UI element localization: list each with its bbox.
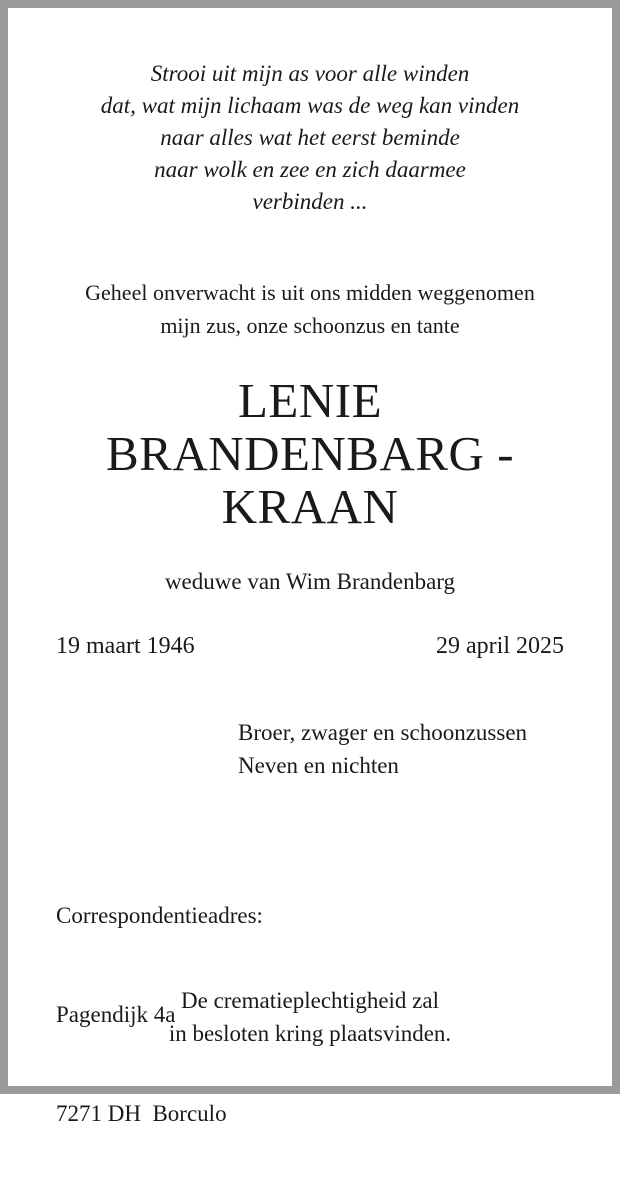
- poem-line: dat, wat mijn lichaam was de weg kan vinden: [100, 93, 520, 118]
- death-date: 29 april 2025: [436, 633, 564, 659]
- address-label: Correspondentieadres:: [56, 903, 263, 928]
- poem: [8, 58, 612, 218]
- announcement-text: [8, 276, 612, 342]
- ceremony-line: De crematieplechtigheid zal: [181, 988, 439, 1013]
- poem-line: verbinden ...: [252, 189, 368, 214]
- poem-line: naar alles wat het eerst beminde: [160, 125, 460, 150]
- family-line: Neven en nichten: [238, 753, 399, 778]
- deceased-name: [8, 374, 612, 533]
- deceased-name-line: KRAAN: [221, 479, 399, 534]
- family-line: Broer, zwager en schoonzussen: [238, 720, 528, 745]
- poem-line: Strooi uit mijn as voor alle winden: [150, 61, 470, 86]
- family-signatories: [238, 716, 527, 782]
- address-street: Pagendijk 4a: [56, 1002, 176, 1027]
- widow-of-text: weduwe van Wim Brandenbarg: [164, 569, 456, 594]
- poem-line: naar wolk en zee en zich daarmee: [154, 157, 466, 182]
- ceremony-line: in besloten kring plaatsvinden.: [168, 1021, 452, 1046]
- address-postal-city: 7271 DH Borculo: [56, 1101, 227, 1126]
- ceremony-note: [8, 984, 612, 1050]
- announcement-line: mijn zus, onze schoonzus en tante: [160, 313, 460, 338]
- deceased-name-line: BRANDENBARG -: [105, 426, 515, 481]
- announcement-line: Geheel onverwacht is uit ons midden weggenomen: [85, 280, 535, 305]
- deceased-name-line: LENIE: [238, 373, 382, 428]
- birth-date: 19 maart 1946: [56, 633, 195, 659]
